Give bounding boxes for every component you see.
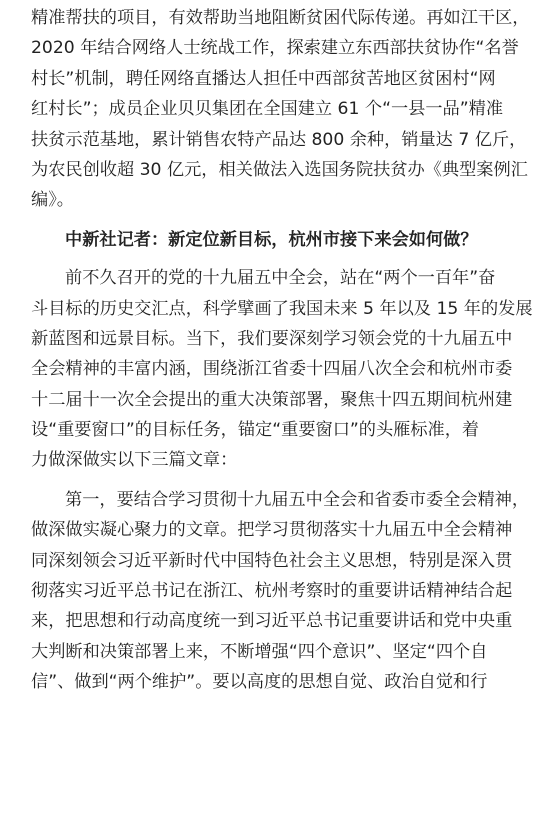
text-line: 精准帮扶的项目，有效帮助当地阻断贫困代际传递。再如江干区， — [31, 8, 530, 28]
text-line: 2020 年结合网络人士统战工作，探索建立东西部扶贫协作“名誉 — [31, 38, 519, 59]
text-line: 彻落实习近平总书记在浙江、杭州考察时的重要讲话精神结合起 — [31, 581, 513, 602]
paragraph-poverty-alleviation — [31, 3, 544, 216]
text-line: 红村长”；成员企业贝贝集团在全国建立 61 个“一县一品”精准 — [31, 99, 504, 120]
text-line: 村长”机制，聘任网络直播达人担任中西部贫苦地区贫困村“网 — [31, 68, 496, 89]
text-line: 斗目标的历史交汇点，科学擘画了我国未来 5 年以及 15 年的发展 — [31, 298, 533, 319]
article-page — [0, 3, 550, 827]
text-line: 同深刻领会习近平新时代中国特色社会主义思想，特别是深入贯 — [31, 550, 513, 571]
question-heading: 中新社记者：新定位新目标，杭州市接下来会如何做？ — [65, 229, 478, 250]
text-line: 设“重要窗口”的目标任务，锚定“重要窗口”的头雁标准，着 — [31, 420, 480, 441]
text-line: 信”、做到“两个维护”。要以高度的思想自觉、政治自觉和行 — [31, 672, 488, 693]
reporter-question — [31, 225, 544, 255]
text-line: 大判断和决策部署上来，不断增强“四个意识”、坚定“四个自 — [31, 641, 488, 662]
text-line: 扶贫示范基地，累计销售农特产品达 800 余种，销量达 7 亿斤， — [31, 129, 527, 150]
text-line: 新蓝图和远景目标。当下，我们要深刻学习领会党的十九届五中 — [31, 328, 513, 349]
text-line: 来，把思想和行动高度统一到习近平总书记重要讲话和党中央重 — [31, 611, 513, 632]
paragraph-fifth-plenum — [31, 263, 544, 476]
text-line: 力做深做实以下三篇文章： — [31, 450, 238, 471]
paragraph-first-article — [31, 485, 544, 698]
text-line: 做深做实凝心聚力的文章。把学习贯彻落实十九届五中全会精神 — [31, 520, 513, 541]
text-line: 第一，要结合学习贯彻十九届五中全会和省委市委全会精神， — [65, 489, 530, 510]
text-line: 编》。 — [31, 190, 74, 211]
text-line: 十二届十一次全会提出的重大决策部署，聚焦十四五期间杭州建 — [31, 389, 513, 410]
text-line: 前不久召开的党的十九届五中全会，站在“两个一百年”奋 — [65, 268, 496, 289]
text-line: 为农民创收超 30 亿元，相关做法入选国务院扶贫办《典型案例汇 — [31, 159, 528, 180]
text-line: 全会精神的丰富内涵，围绕浙江省委十四届八次全会和杭州市委 — [31, 359, 513, 380]
